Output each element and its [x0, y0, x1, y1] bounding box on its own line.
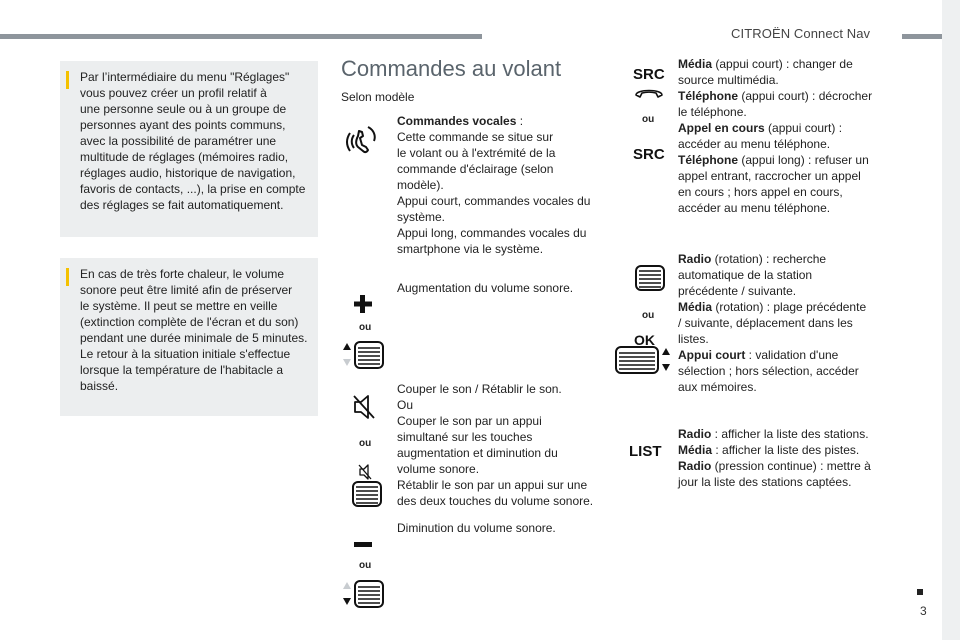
text-line: pendant une durée minimale de 5 minutes.	[80, 331, 308, 345]
text-line: favoris de contacts, ...), la prise en compte	[80, 182, 306, 196]
minus-icon	[352, 540, 374, 550]
text-line: accéder au menu téléphone.	[678, 137, 831, 151]
text-line: Couper le son / Rétablir le son.	[397, 382, 562, 396]
text-line: des réglages se fait automatiquement.	[80, 198, 284, 212]
text-line: Média : afficher la liste des pistes.	[678, 443, 860, 457]
header-rule-right	[902, 34, 942, 39]
text-line: Rétablir le son par un appui sur une	[397, 478, 588, 492]
mute-icon	[351, 392, 377, 422]
src-description	[678, 56, 893, 216]
text-line: aux mémoires.	[678, 380, 757, 394]
text-line: Radio : afficher la liste des stations.	[678, 427, 869, 441]
or-label: ou	[642, 114, 655, 125]
note-accent-bar	[66, 71, 69, 89]
command-label: Média	[678, 300, 713, 314]
text-line: Couper le son par un appui	[397, 414, 542, 428]
plus-icon	[352, 293, 374, 315]
text-line: Radio (pression continue) : mettre à	[678, 459, 871, 473]
command-label: Média	[678, 443, 713, 457]
text-line: jour la liste des stations captées.	[678, 475, 852, 489]
thumbwheel-icon	[340, 340, 386, 370]
continuation-marker	[917, 589, 923, 595]
note-text	[80, 69, 312, 213]
section-subtitle: Selon modèle	[341, 90, 415, 104]
text-line: accéder au menu téléphone.	[678, 201, 831, 215]
text-line: listes.	[678, 332, 709, 346]
volume-up-description	[397, 280, 597, 296]
text-line: Média (rotation) : plage précédente	[678, 300, 867, 314]
command-label: Téléphone	[678, 89, 739, 103]
text-line: vous pouvez créer un profil relatif à	[80, 86, 267, 100]
text-line: (extinction complète de l'écran et du son)	[80, 315, 299, 329]
mute-icon	[357, 463, 373, 481]
text-line: Appui long, commandes vocales du	[397, 226, 587, 240]
text-line: baissé.	[80, 379, 119, 393]
text-line: Téléphone (appui court) : décrocher	[678, 89, 873, 103]
command-label: Téléphone	[678, 153, 739, 167]
list-description	[678, 426, 898, 490]
text-line: avec la possibilité de paramétrer une	[80, 134, 277, 148]
src-button-label: SRC	[633, 66, 665, 83]
text-line: lorsque la température de l'habitacle a	[80, 363, 284, 377]
text-line: source multimédia.	[678, 73, 779, 87]
text-line: En cas de très forte chaleur, le volume	[80, 267, 285, 281]
info-note	[60, 258, 318, 416]
text-line: smartphone via le système.	[397, 242, 544, 256]
note-text	[80, 266, 312, 394]
or-label: ou	[359, 560, 372, 571]
text-line: précédente / suivante.	[678, 284, 797, 298]
text-line: le volant ou à l'extrémité de la	[397, 146, 556, 160]
phone-handset-icon	[633, 84, 665, 100]
text-line: en cours ; hors appel en cours,	[678, 185, 843, 199]
text-line: le système. Il peut se mettre en veille	[80, 299, 278, 313]
text-line: Téléphone (appui long) : refuser un	[678, 153, 869, 167]
list-button-label: LIST	[629, 443, 662, 460]
text-line: réglages audio, historique de navigation,	[80, 166, 296, 180]
text-line: Média (appui court) : changer de	[678, 57, 853, 71]
src-button-label: SRC	[633, 146, 665, 163]
text-line: Appui court, commandes vocales du	[397, 194, 591, 208]
voice-command-label: Commandes vocales	[397, 114, 517, 128]
text-line: Ou	[397, 398, 414, 412]
command-label: Appel en cours	[678, 121, 765, 135]
volume-down-description	[397, 520, 597, 536]
text-line: Appui court : validation d'une	[678, 348, 839, 362]
text-line: augmentation et diminution du	[397, 446, 558, 460]
radio-description	[678, 251, 893, 395]
text-line: sélection ; hors sélection, accéder	[678, 364, 859, 378]
text-line: automatique de la station	[678, 268, 813, 282]
section-title: Commandes au volant	[341, 56, 562, 81]
text-line: appel entrant, raccrocher un appel	[678, 169, 861, 183]
text-line: des deux touches du volume sonore.	[397, 494, 594, 508]
text-line: Appel en cours (appui court) :	[678, 121, 843, 135]
text-line: volume sonore.	[397, 462, 480, 476]
text-line: Par l’intermédiaire du menu "Réglages"	[80, 70, 290, 84]
info-note	[60, 61, 318, 237]
text-line: simultané sur les touches	[397, 430, 533, 444]
text-line: Le retour à la situation initiale s'effectue	[80, 347, 291, 361]
text-line: multitude de réglages (mémoires radio,	[80, 150, 289, 164]
header-rule	[0, 34, 482, 39]
thumbwheel-icon	[614, 345, 672, 375]
text-line: Diminution du volume sonore.	[397, 521, 556, 535]
side-margin-band	[942, 0, 960, 640]
mute-description	[397, 381, 607, 509]
command-label: Radio	[678, 459, 712, 473]
thumbwheel-icon	[634, 264, 666, 292]
or-label: ou	[642, 310, 655, 321]
ok-button-label: OK	[634, 332, 655, 348]
text-line: une personne seule ou à un groupe de	[80, 102, 287, 116]
command-label: Radio	[678, 427, 712, 441]
text-line: personnes ayant des points communs,	[80, 118, 286, 132]
thumbwheel-icon	[340, 579, 386, 609]
voice-command-description: Commandes vocales : Cette commande se situe sur le volant ou à l'extrémité de la commande d'éclairage (selon modèle). Appui court, commandes vocales du système. Appui long, commandes vocales du smartphone via le système.	[397, 113, 597, 257]
header-title: CITROËN Connect Nav	[731, 26, 871, 41]
voice-command-icon	[344, 120, 384, 158]
text-line: commande d'éclairage (selon	[397, 162, 554, 176]
thumbwheel-icon	[351, 480, 383, 508]
text-line: / suivante, déplacement dans les	[678, 316, 853, 330]
text-line: système.	[397, 210, 446, 224]
or-label: ou	[359, 438, 372, 449]
note-accent-bar	[66, 268, 69, 286]
command-label: Radio	[678, 252, 712, 266]
command-label: Appui court	[678, 348, 746, 362]
text-line: sonore peut être limité afin de préserver	[80, 283, 293, 297]
text-line: le téléphone.	[678, 105, 747, 119]
command-label: Média	[678, 57, 713, 71]
page-number: 3	[920, 604, 927, 618]
text-line: modèle).	[397, 178, 444, 192]
text-line: Cette commande se situe sur	[397, 130, 554, 144]
text-line: Radio (rotation) : recherche	[678, 252, 827, 266]
text-line: Augmentation du volume sonore.	[397, 281, 574, 295]
or-label: ou	[359, 322, 372, 333]
